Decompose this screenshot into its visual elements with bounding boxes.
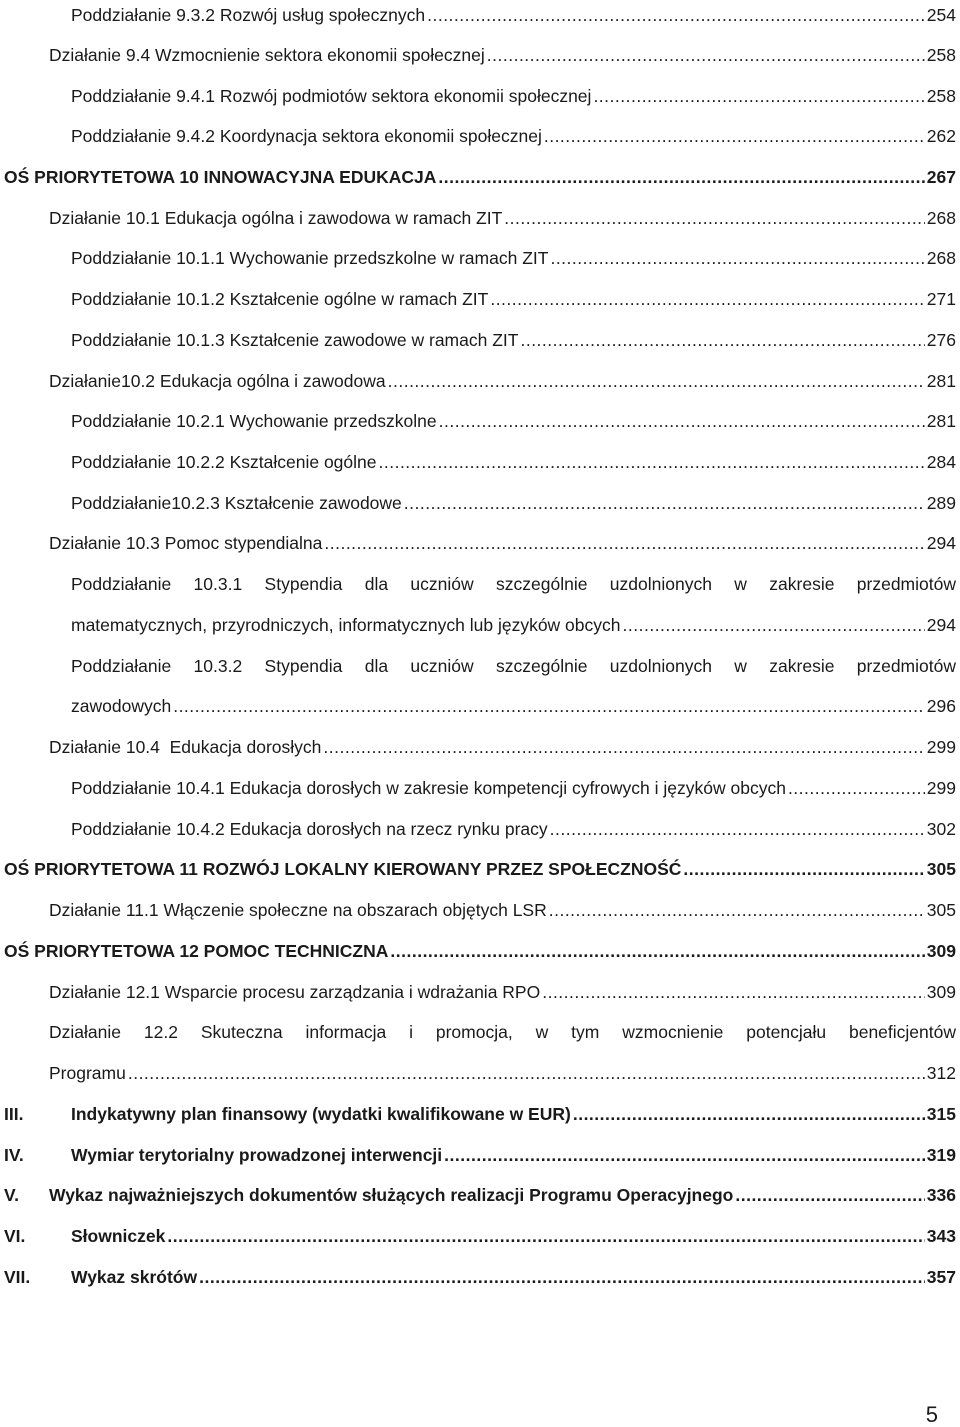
dot-leader	[542, 977, 925, 1007]
toc-entry-page: 343	[926, 1226, 956, 1246]
toc-entry[interactable]	[0, 447, 960, 477]
toc-entry-page: 258	[926, 86, 956, 106]
dot-leader	[323, 732, 924, 762]
toc-entry-page: 276	[926, 330, 956, 350]
toc-entry-page: 305	[926, 900, 956, 920]
toc-entry-page: 281	[926, 411, 956, 431]
toc-entry-line2[interactable]	[0, 610, 960, 640]
toc-entry-title: Działanie 12.1 Wsparcie procesu zarządzania i wdrażania RPO	[49, 982, 541, 1002]
page-number: 5	[925, 1402, 938, 1427]
toc-entry-chapter[interactable]	[0, 1262, 960, 1292]
toc-entry-page: 336	[926, 1185, 956, 1205]
toc-entry[interactable]	[0, 773, 960, 803]
toc-entry-title: Wykaz skrótów	[71, 1267, 198, 1287]
toc-entry-title: Poddziałanie 10.1.1 Wychowanie przedszkolne w ramach ZIT	[71, 248, 549, 268]
dot-leader	[427, 0, 925, 30]
toc-entry-title: OŚ PRIORYTETOWA 10 INNOWACYJNA EDUKACJA	[4, 167, 437, 187]
toc-entry-page: 299	[926, 778, 956, 798]
chapter-numeral: III.	[4, 1104, 24, 1124]
dot-leader	[438, 162, 924, 192]
toc-entry[interactable]	[0, 40, 960, 70]
dot-leader	[444, 1140, 925, 1170]
toc-entry-title: Wymiar terytorialny prowadzonej interwencji	[71, 1145, 443, 1165]
toc-entry-line1[interactable]	[0, 1017, 960, 1047]
dot-leader	[487, 40, 925, 70]
toc-entry[interactable]	[0, 0, 960, 30]
toc-entry-title: Poddziałanie 10.1.3 Kształcenie zawodowe w ramach ZIT	[71, 330, 519, 350]
toc-entry-line1[interactable]	[0, 651, 960, 681]
toc-entry-title: Poddziałanie 10.2.1 Wychowanie przedszkolne	[71, 411, 437, 431]
toc-entry-page: 299	[926, 737, 956, 757]
dot-leader	[549, 895, 925, 925]
toc-entry[interactable]	[0, 121, 960, 151]
toc-entry-page: 305	[926, 859, 956, 879]
toc-entry-axis[interactable]	[0, 936, 960, 966]
dot-leader	[735, 1180, 924, 1210]
toc-entry-title: Poddziałanie 9.3.2 Rozwój usług społecznych	[71, 5, 426, 25]
dot-leader	[388, 366, 925, 396]
toc-entry[interactable]	[0, 243, 960, 273]
toc-entry-title: Poddziałanie 10.4.2 Edukacja dorosłych na rzecz rynku pracy	[71, 819, 548, 839]
dot-leader	[324, 528, 924, 558]
toc-entry-title: Poddziałanie 10.2.2 Kształcenie ogólne	[71, 452, 377, 472]
dot-leader	[167, 1221, 924, 1251]
toc-entry-chapter[interactable]	[0, 1099, 960, 1129]
toc-entry-page: 309	[926, 982, 956, 1002]
toc-entry-page: 268	[926, 208, 956, 228]
chapter-numeral: V.	[4, 1185, 19, 1205]
toc-entry-title: Działanie 10.3 Pomoc stypendialna	[49, 533, 323, 553]
dot-leader	[544, 121, 925, 151]
toc-entry-page: 254	[926, 5, 956, 25]
toc-entry[interactable]	[0, 81, 960, 111]
toc-entry-title: Działanie 11.1 Włączenie społeczne na obszarach objętych LSR	[49, 900, 547, 920]
toc-entry-page: 309	[926, 941, 956, 961]
chapter-numeral: VII.	[4, 1267, 31, 1287]
toc-entry[interactable]	[0, 895, 960, 925]
toc-entry-title-line1: Poddziałanie 10.3.1 Stypendia dla uczniów szczególnie uzdolnionych w zakresie przedmiotów	[71, 574, 956, 594]
toc-entry-page: 268	[926, 248, 956, 268]
toc-entry[interactable]	[0, 732, 960, 762]
toc-entry-chapter[interactable]	[0, 1140, 960, 1170]
toc-entry-page: 271	[926, 289, 956, 309]
toc-entry-title-line1: Poddziałanie 10.3.2 Stypendia dla uczniów szczególnie uzdolnionych w zakresie przedmiotów	[71, 656, 956, 676]
toc-entry-title: Słowniczek	[71, 1226, 166, 1246]
dot-leader	[490, 284, 924, 314]
toc-entry-page: 357	[926, 1267, 956, 1287]
dot-leader	[788, 773, 925, 803]
toc-entry-title: OŚ PRIORYTETOWA 11 ROZWÓJ LOKALNY KIEROWANY PRZEZ SPOŁECZNOŚĆ	[4, 859, 682, 879]
toc-entry-chapter[interactable]	[0, 1221, 960, 1251]
toc-entry-title-line2: Programu	[49, 1063, 126, 1083]
toc-entry-page: 294	[926, 533, 956, 553]
toc-entry-page: 294	[926, 615, 956, 635]
toc-entry[interactable]	[0, 203, 960, 233]
dot-leader	[390, 936, 924, 966]
dot-leader	[683, 854, 924, 884]
toc-entry-page: 302	[926, 819, 956, 839]
dot-leader	[520, 325, 924, 355]
toc-entry[interactable]	[0, 814, 960, 844]
toc-entry-line1[interactable]	[0, 569, 960, 599]
toc-entry-axis[interactable]	[0, 854, 960, 884]
toc-entry-line2[interactable]	[0, 1058, 960, 1088]
toc-entry[interactable]	[0, 366, 960, 396]
toc-entry-title: Poddziałanie 9.4.2 Koordynacja sektora ekonomii społecznej	[71, 126, 542, 146]
toc-entry-page: 312	[926, 1063, 956, 1083]
toc-entry-page: 281	[926, 371, 956, 391]
chapter-numeral: IV.	[4, 1145, 24, 1165]
dot-leader	[550, 814, 925, 844]
toc-entry-title: Działanie 10.1 Edukacja ogólna i zawodowa w ramach ZIT	[49, 208, 503, 228]
toc-entry-title-line2: zawodowych	[71, 696, 172, 716]
toc-entry-page: 258	[926, 45, 956, 65]
dot-leader	[404, 488, 925, 518]
toc-entry[interactable]	[0, 528, 960, 558]
toc-entry-page: 267	[926, 167, 956, 187]
toc-entry-title: Poddziałanie 10.4.1 Edukacja dorosłych w zakresie kompetencji cyfrowych i języków obcych	[71, 778, 786, 798]
toc-entry-page: 284	[926, 452, 956, 472]
toc-entry-page: 319	[926, 1145, 956, 1165]
dot-leader	[173, 691, 925, 721]
toc-entry[interactable]	[0, 977, 960, 1007]
toc-entry[interactable]	[0, 406, 960, 436]
toc-entry-title: Działanie10.2 Edukacja ogólna i zawodowa	[49, 371, 386, 391]
toc-entry-title-line2: matematycznych, przyrodniczych, informatycznych lub języków obcych	[71, 615, 621, 635]
toc-entry-page: 315	[926, 1104, 956, 1124]
dot-leader	[623, 610, 925, 640]
toc-entry-title: Indykatywny plan finansowy (wydatki kwalifikowane w EUR)	[71, 1104, 571, 1124]
toc-entry-title: Poddziałanie10.2.3 Kształcenie zawodowe	[71, 493, 402, 513]
toc-entry-title: Poddziałanie 9.4.1 Rozwój podmiotów sektora ekonomii społecznej	[71, 86, 592, 106]
toc-entry-title: Działanie 9.4 Wzmocnienie sektora ekonomii społecznej	[49, 45, 485, 65]
toc-entry[interactable]	[0, 284, 960, 314]
toc-entry-line2[interactable]	[0, 691, 960, 721]
toc-entry-title: Wykaz najważniejszych dokumentów służących realizacji Programu Operacyjnego	[49, 1185, 734, 1205]
dot-leader	[379, 447, 925, 477]
toc-entry-page: 289	[926, 493, 956, 513]
toc-entry[interactable]	[0, 325, 960, 355]
dot-leader	[573, 1099, 925, 1129]
dot-leader	[128, 1058, 925, 1088]
toc-entry-chapter[interactable]	[0, 1180, 960, 1210]
toc-entry-page: 296	[926, 696, 956, 716]
toc-entry-title: Działanie 10.4 Edukacja dorosłych	[49, 737, 322, 757]
dot-leader	[199, 1262, 925, 1292]
dot-leader	[550, 243, 924, 273]
dot-leader	[593, 81, 924, 111]
toc-entry-title-line1: Działanie 12.2 Skuteczna informacja i promocja, w tym wzmocnienie potencjału beneficjentów	[49, 1022, 956, 1042]
toc-entry-page: 262	[926, 126, 956, 146]
chapter-numeral: VI.	[4, 1226, 26, 1246]
dot-leader	[504, 203, 925, 233]
toc-entry[interactable]	[0, 488, 960, 518]
toc-entry-title: OŚ PRIORYTETOWA 12 POMOC TECHNICZNA	[4, 941, 389, 961]
dot-leader	[439, 406, 925, 436]
toc-entry-axis[interactable]	[0, 162, 960, 192]
toc-entry-title: Poddziałanie 10.1.2 Kształcenie ogólne w ramach ZIT	[71, 289, 489, 309]
